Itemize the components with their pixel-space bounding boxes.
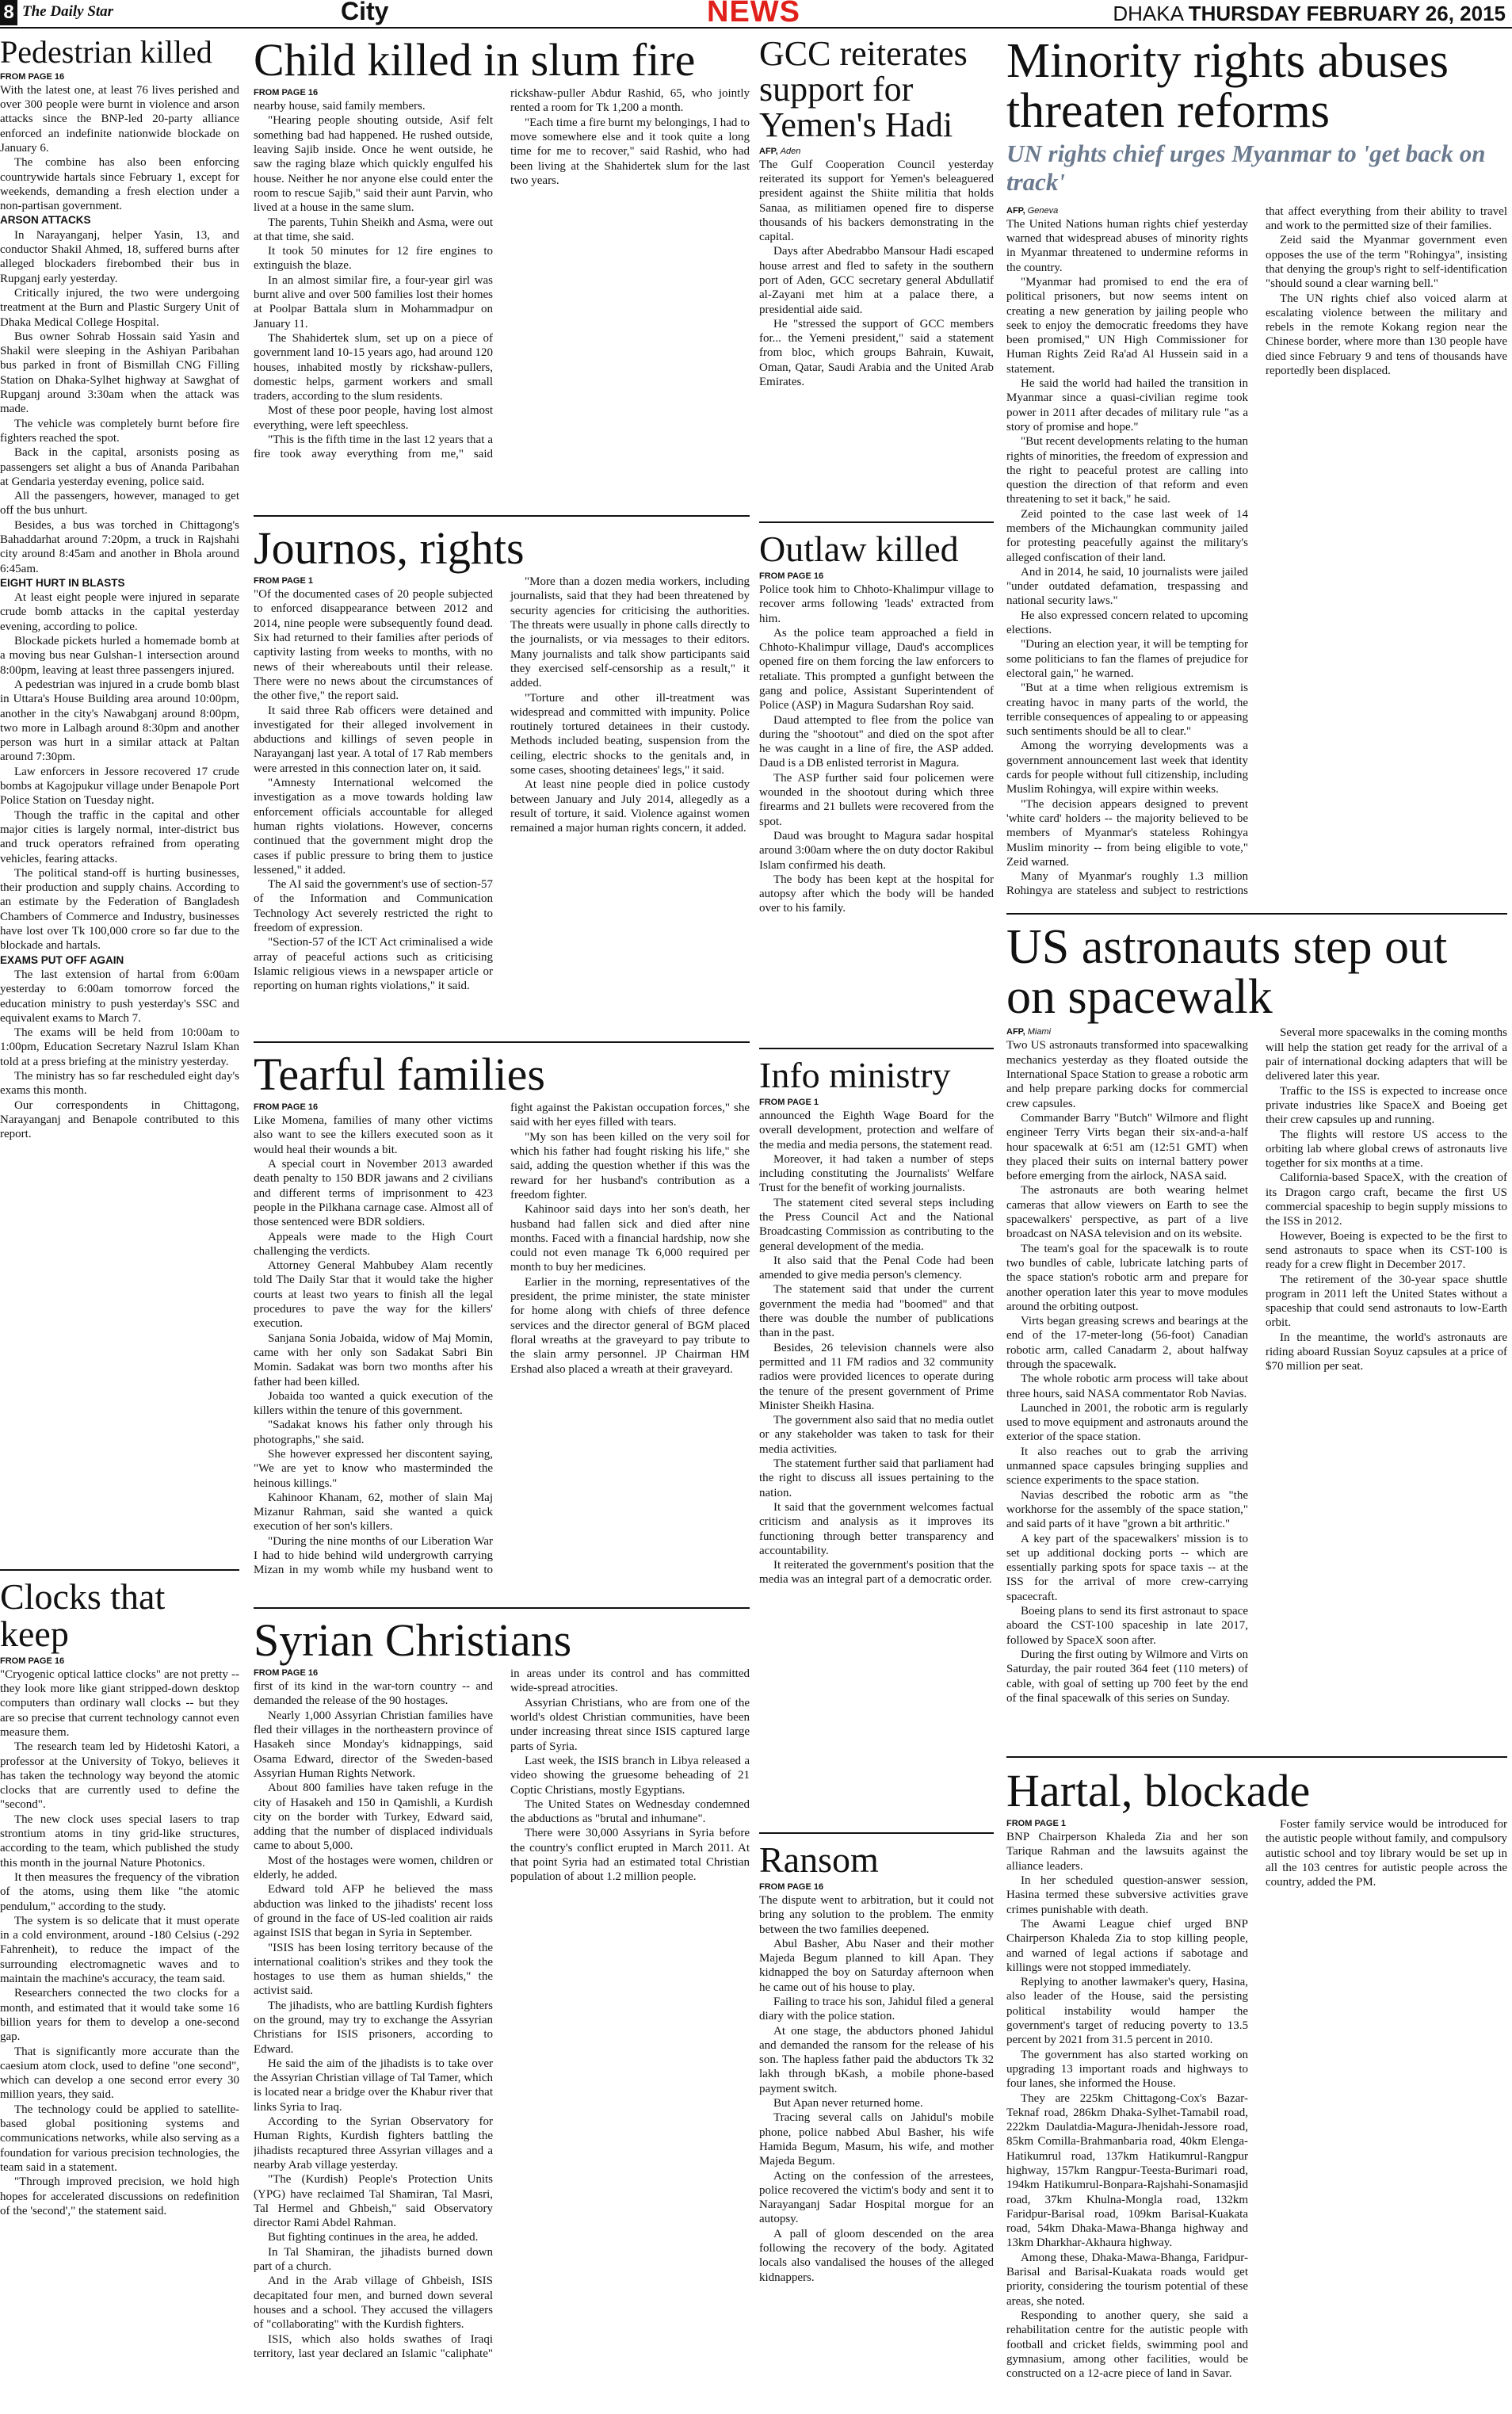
paragraph: first of its kind in the war-torn country -- and demanded the release of the 90 hostages. [254, 1680, 493, 1708]
story-ransom [759, 1832, 994, 2412]
byline: FROM PAGE 16 [0, 1656, 65, 1666]
paragraph: The AI said the government's use of section-57 of the Information and Communication Technology Act severely restricted the right to freedom of expression. [254, 878, 493, 934]
headline: Hartal, blockade [1006, 1765, 1311, 1816]
story-body [0, 1667, 239, 2218]
paragraph: Assyrian Christians, who are from one of the world's oldest Christian communities, have been under increasing threat since ISIS captured large parts of Syria. [510, 1696, 750, 1753]
story-syrian-christians [254, 1607, 750, 2412]
story-paragraphs [254, 1101, 750, 1584]
paragraph: "Sadakat knows his father only through his photographs," she said. [254, 1419, 493, 1446]
story-paragraphs [254, 86, 750, 467]
paragraph: The team's goal for the spacewalk is to route two bundles of cable, lubricate latching parts of the space station's robotic arm and prepare for another operation later this year to move modules around the orbiting outpost. [1006, 1242, 1248, 1313]
paragraph: Appeals were made to the High Court challenging the verdicts. [254, 1230, 493, 1258]
story-pedestrian-killed [0, 36, 239, 1566]
paragraph: Boeing plans to send its first astronaut to space aboard the CST-100 spaceship in late 2017, followed by SpaceX soon after. [1006, 1605, 1248, 1647]
paragraph: He said the world had hailed the transition in Myanmar since a quasi-civilian regime took power in 2011 after decades of military rule "as a story of promise and hope." [1006, 377, 1248, 434]
headline: Pedestrian killed [0, 36, 212, 70]
paragraph: Jobaida too wanted a quick execution of the killers within the tenure of this government. [254, 1389, 493, 1418]
paragraph: At least nine people died in police custody between January and July 2014, allegedly as a result of torture, it said. Violence against women remained a major human rights concern, it added. [510, 778, 750, 835]
story-info-ministry [759, 1048, 994, 1831]
paragraph: Virts began greasing screws and bearings at the end of the 17-meter-long (56-foot) Canadian robotic arm, called Canadarm 2, about halfway through the spacewalk. [1006, 1315, 1248, 1371]
paragraph: Edward told AFP he believed the mass abduction was linked to the jihadists' recent loss of ground in the face of US-led coalition air raids against ISIS that began in Syria in September. [254, 1883, 493, 1940]
paragraph: The statement further said that parliament had the right to discuss all issues pertaining to the nation. [759, 1457, 994, 1499]
byline [1006, 206, 1248, 216]
headline: Tearful families [254, 1048, 545, 1100]
paragraph: The ministry has so far rescheduled eight day's exams this month. [0, 1069, 239, 1098]
paragraph: "My son has been killed on the very soil for which his father had fought risking his life," she said, adding the question whether if this was the reward for her husband's contribution as a freedom fighter. [510, 1130, 750, 1201]
byline-agency: AFP, [1006, 1027, 1025, 1037]
paragraph: nearby house, said family members. [254, 100, 426, 113]
paragraph: He also expressed concern related to upcoming elections. [1006, 609, 1248, 637]
paragraph: However, Boeing is expected to be the first to send astronauts to space when its CST-100 is ready for a crew flight in December 2017. [1266, 1229, 1507, 1272]
byline [1006, 1027, 1248, 1037]
paragraph: "During the nine months of our Liberation War I had to hide behind wild undergrowth carrying Mizan in my womb while my husband went to fight against the Pakistan occupation forces," she said with her eyes filled with tears. [254, 1102, 750, 1577]
story-us-astronauts [1006, 913, 1507, 1755]
story-body [254, 575, 750, 1018]
paragraph: But Apan never returned home. [773, 2097, 923, 2110]
paragraph: Though the traffic in the capital and other major cities is largely normal, inter-district bus and truck operators refrained from operating vehicles, fearing attacks. [0, 808, 239, 865]
story-body [254, 1101, 750, 1584]
paragraph: Most of these poor people, having lost almost everything, were left speechless. [254, 404, 493, 432]
story-body [1006, 204, 1507, 902]
paragraph: The government has also started working on upgrading 13 important roads and highways to four lanes, she informed the House. [1006, 2048, 1248, 2091]
paragraph: California-based SpaceX, with the creation of its Dragon cargo craft, became the first US commercial spaceship to begin supply missions to the ISS in 2012. [1266, 1171, 1507, 1228]
paragraph: The Shahidertek slum, set up on a piece of government land 10-15 years ago, had around 120 houses, inhabited mostly by rickshaw-pullers, domestic helps, garment workers and small traders, according to the slum residents. [254, 331, 493, 403]
paragraph: At one stage, the abductors phoned Jahidul and demanded the ransom for the release of his son. The hapless father paid the abductors Tk 32 lakh through bKash, a mobile phone-based payment switch. [759, 2024, 994, 2095]
byline: FROM PAGE 16 [759, 571, 824, 581]
headline: Minority rights abuses threaten reforms [1006, 36, 1449, 139]
byline-dateline: Miami [1027, 1027, 1052, 1037]
story-body [1006, 1817, 1507, 2396]
paragraph: The ASP further said four policemen were wounded in the shootout during which three firearms and 21 bullets were recovered from the spot. [759, 771, 994, 828]
paragraph: The last extension of hartal from 6:00am yesterday to 6:00am tomorrow forced the education ministry to push yesterday's SSC and equivalent exams to March 7. [0, 968, 239, 1025]
paragraph: "The decision appears designed to prevent 'white card' holders -- the majority believed to be members of Myanmar's stateless Rohingya Muslim minority -- from being eligible to vote," Zeid warned. [1006, 797, 1248, 869]
paragraph: According to the Syrian Observatory for Human Rights, Kurdish fighters battling the jihadists recaptured three Assyrian villages and a nearby Arab village yesterday. [254, 2115, 493, 2171]
headline: Outlaw killed [759, 529, 959, 569]
paragraph: They are 225km Chittagong-Cox's Bazar-Teknaf road, 286km Dhaka-Sylhet-Tamabil road, 222km Daulatdia-Magura-Jhenidah-Jessore road, 85km Comilla-Brahmanbaria road, 40km Elenga-Hatikumrul road, 137km Hatikumrul-Rangpur highway, 157km Rangpur-Teesta-Burimari road, 194km Hatikumrul-Bonpara-Rajshahi-Sonamasjid road, 37km Khulna-Mongla road, 132km Faridpur-Barisal road, 109km Barisal-Kuakata road, 54km Dhaka-Mawa-Bhanga highway and 13km Dharkhar-Akhaura highway. [1006, 2091, 1248, 2250]
paragraph: The astronauts are both wearing helmet cameras that allow viewers on Earth to see the spacewalkers' perspective, as part of a live broadcast on NASA television and on its website. [1006, 1184, 1248, 1241]
paragraph: Among these, Dhaka-Mawa-Bhanga, Faridpur-Barisal and Barisal-Kuakata roads would get priority, considering the tourism potential of these areas, she noted. [1006, 2251, 1248, 2308]
dateline [1113, 2, 1506, 26]
paragraph: The jihadists, who are battling Kurdish fighters on the ground, may try to exchange the Assyrian Christians for ISIS prisoners, according to Edward. [254, 1999, 493, 2056]
page-number: 8 [0, 0, 17, 25]
byline: FROM PAGE 16 [0, 71, 65, 82]
story-paragraphs [1006, 204, 1507, 902]
paragraph: Among the worrying developments was a government announcement last week that identity cards for people without full citizenship, including Muslim Rohingya, will expire within weeks. [1006, 739, 1248, 796]
paragraph: Nearly 1,000 Assyrian Christian families have fled their villages in the northeastern province of Hasakeh since Monday's kidnappings, said Osama Edward, director of the Sweden-based Assyrian Human Rights Network. [254, 1709, 493, 1780]
paragraph: Failing to trace his son, Jahidul filed a general diary with the police station. [759, 1995, 994, 2023]
paragraph: Abul Basher, Abu Naser and their mother Majeda Begum planned to kill Apan. They kidnapped the boy on Saturday afternoon when he came out of his house to play. [759, 1937, 994, 1994]
paragraph: Sanjana Sonia Jobaida, widow of Maj Momin, came with her only son Sadakat Sabri Bin Momin. Sadakat was born two months after his father had been killed. [254, 1331, 493, 1388]
paragraph: The United Nations human rights chief yesterday warned that widespread abuses of minority rights in Myanmar threatened to undermine reforms in the country. [1006, 217, 1248, 274]
dateline-date: THURSDAY FEBRUARY 26, 2015 [1188, 2, 1506, 25]
story-body [759, 1109, 994, 1587]
paragraph: And in the Arab village of Ghbeish, ISIS decapitated four men, and burned down several houses and a school. They accused the villagers of "collaborating" with the Kurdish fighters. [254, 2275, 493, 2332]
paragraph: Replying to another lawmaker's query, Hasina, also leader of the House, said the persisting political instability would hamper the government's target of reducing poverty to 13.5 percent by 2021 from 31.5 percent in 2010. [1006, 1976, 1248, 2047]
story-gcc-yemen [759, 36, 994, 518]
paragraph: Traffic to the ISS is expected to increase once private industries like SpaceX and Boeing get their crew capsules up and running. [1266, 1084, 1507, 1127]
paragraph: Blockade pickets hurled a homemade bomb at a moving bus near Gulshan-1 intersection around 8:00pm, leaving at least three passengers injured. [0, 635, 239, 677]
paragraph: "Amnesty International welcomed the investigation as a move towards holding law enforcement officials accountable for alleged human rights violations. However, concerns continued that the government might drop the cases if public pressure to bring them to justice lessened," it added. [254, 777, 493, 877]
paragraph: "Hearing people shouting outside, Asif felt something bad had happened. He rushed outside, leaving Sajib inside. Once he went outside, he saw the raging blaze which quickly engulfed his house. Neither he nor anyone else could enter the room to rescue Sajib," said their aunt Parvin, who lived at a house in the same slum. [254, 114, 493, 215]
paragraph: announced the Eighth Wage Board for the overall development, protection and welfare of the media and media persons, the statement read. [759, 1109, 994, 1152]
paragraph: "Torture and other ill-treatment was widespread and committed with impunity. Police routinely tortured detainees in their custody. Methods included beating, suspension from the ceiling, electric shocks to the genitals and, in some cases, shooting detainees' legs," it said. [510, 691, 750, 777]
story-hartal-blockade [1006, 1756, 1507, 2412]
section-name: City [341, 0, 389, 25]
paragraph: Acting on the confession of the arrestees, police recovered the victim's body and sent it to Narayanganj Sadar Hospital morgue for an autopsy. [759, 2169, 994, 2226]
paragraph: It also said that the Penal Code had been amended to give media person's clemency. [759, 1254, 994, 1282]
byline-agency: AFP, [1006, 205, 1025, 216]
paragraph: Besides, a bus was torched in Chittagong's Bahaddarhat around 7:20pm, a truck in Rajshahi city around 8:45am and another in Bhola around 6:45am. [0, 518, 239, 575]
paragraph: The whole robotic arm process will take about three hours, said NASA commentator Rob Navias. [1006, 1373, 1248, 1400]
byline: FROM PAGE 16 [759, 1881, 824, 1892]
paragraph: And in 2014, he said, 10 journalists were jailed "under outdated defamation, trespassing and national security laws." [1006, 565, 1248, 608]
paragraph: BNP Chairperson Khaleda Zia and her son Tarique Rahman and the lawsuits against the alliance leaders. [1006, 1831, 1248, 1873]
paragraph: Most of the hostages were women, children or elderly, he added. [254, 1854, 493, 1882]
story-body [254, 86, 750, 467]
paragraph: Besides, 26 television channels were also permitted and 11 FM radios and 32 community radios were provided licences to operate during the tenure of the present government of Prime Minister Sheikh Hasina. [759, 1341, 994, 1412]
paragraph: Navias described the robotic arm as "the workhorse for the assembly of the space station," and said parts of it have "grown a bit arthritic." [1006, 1488, 1248, 1531]
byline [759, 147, 994, 156]
paragraph: It took 50 minutes for 12 fire engines to extinguish the blaze. [254, 245, 493, 273]
paragraph: Attorney General Mahbubey Alam recently told The Daily Star that it would take the higher courts at least two years to finish all the legal procedures to pave the way for the killers' execution. [254, 1259, 493, 1331]
paragraph: Foster family service would be introduced for the autistic people without family, and compulsory autistic school and toy library would be set up in all the 103 centres for autistic people across the country, added the PM. [1266, 1818, 1507, 1889]
headline: Child killed in slum fire [254, 36, 696, 86]
subheading: EXAMS PUT OFF AGAIN [0, 953, 124, 966]
story-paragraphs [1006, 1026, 1507, 1723]
headline: GCC reiterates support for Yemen's Hadi [759, 36, 968, 144]
paragraph: It then measures the frequency of the vibration of the atoms, using them like "the atomic pendulum," according to the study. [0, 1870, 239, 1913]
paragraph: The combine has also been enforcing countrywide hartals since February 1, except for weekends, demanding a fresh election under a non-partisan government. [0, 156, 239, 213]
paragraph: "But recent developments relating to the human rights of minorities, the freedom of expression and the right to peaceful protest are calling into question the direction of that reform and even threatening to set it back," he said. [1006, 435, 1248, 506]
paragraph: Police took him to Chhoto-Khalimpur village to recover arms following 'leads' extracted from him. [759, 582, 994, 625]
story-child-killed [254, 36, 750, 512]
paragraph: The exams will be held from 10:00am to 1:00pm, Education Secretary Nazrul Islam Khan told at a press briefing at the ministry yesterday. [0, 1026, 239, 1068]
paragraph: The UN rights chief also voiced alarm at escalating violence between the military and rebels in the remote Kokang region near the Chinese border, where more than 130 people have died since February 9 and tens of thousands have reportedly been displaced. [1266, 292, 1507, 378]
paragraph: It said three Rab officers were detained and investigated for their alleged involvement in abductions and killings of seven people in Narayanganj last year. A total of 17 Rab members were arrested in this connection later on, it said. [254, 704, 493, 775]
paragraph: In Tal Shamiran, the jihadists burned down part of a church. [254, 2245, 493, 2274]
paragraph: "During an election year, it will be tempting for some politicians to fan the flames of prejudice for electoral gain," he warned. [1006, 638, 1248, 680]
paragraph: "Each time a fire burnt my belongings, I had to move somewhere else and it took quite a long time for me to recover," said Rashid, who had been living at the Shahidertek slum for the last two years. [510, 116, 750, 187]
paragraph: All the passengers, however, managed to get off the bus unhurt. [0, 490, 239, 518]
paragraph: Law enforcers in Jessore recovered 17 crude bombs at Kagojpukur village under Benapole Port Police Station on Tuesday night. [0, 765, 239, 808]
paragraph: During the first outing by Wilmore and Virts on Saturday, the pair routed 364 feet (110 meters) of cable, with goal of setting up 700 feet by the end of the final spacewalk of this series on Sunday. [1006, 1648, 1248, 1705]
paragraph: He "stressed the support of GCC members for... the Yemeni president," said a statement from bloc, which groups Bahrain, Kuwait, Oman, Qatar, Saudi Arabia and the United Arab Emirates. [759, 317, 994, 389]
story-paragraphs [254, 1667, 750, 2388]
story-outlaw-killed [759, 521, 994, 1046]
paragraph: The vehicle was completely burnt before fire fighters reached the spot. [0, 417, 239, 445]
paragraph: The Awami League chief urged BNP Chairperson Khaleda Zia to stop killing people, and warned of legal actions if sabotage and killings were not stopped immediately. [1006, 1917, 1248, 1974]
paragraph: The research team led by Hidetoshi Katori, a professor at the University of Tokyo, believes it has taken the technology way beyond the atomic clocks that are currently used to define the "second". [0, 1740, 239, 1812]
paragraph: Tracing several calls on Jahidul's mobile phone, police nabbed Abul Basher, his wife Hamida Begum, Masum, his wife, and mother Majeda Begum. [759, 2111, 994, 2168]
story-tearful-families [254, 1041, 750, 1606]
headline: Info ministry [759, 1055, 951, 1095]
masthead-logo: The Daily Star [22, 3, 114, 20]
paragraph: The technology could be applied to satellite-based global positioning systems and communications networks, while also serving as a foundation for various precision technologies, the team said in a statement. [0, 2103, 239, 2174]
paragraph: He said the aim of the jihadists is to take over the Assyrian Christian village of Tal Tamer, which is located near a bridge over the Khabur river that links Syria to Iraq. [254, 2057, 493, 2114]
byline: FROM PAGE 16 [254, 1668, 319, 1679]
paragraph: The statement said that under the current government the media had "boomed" and that there was double the number of publications than in the past. [759, 1283, 994, 1340]
subheading: ARSON ATTACKS [0, 214, 91, 227]
headline: US astronauts step out on spacewalk [1006, 920, 1448, 1025]
story-clocks-that-keep [0, 1569, 239, 2412]
paragraph: Daud attempted to flee from the police van during the "shootout" and died on the spot after he was caught in a line of fire, the ASP added. Daud is a DB enlisted terrorist in Magura. [759, 713, 994, 770]
paragraph: The flights will restore US access to the orbiting lab where global crews of astronauts live together for six months at a time. [1266, 1128, 1507, 1171]
paragraph: The political stand-off is hurting businesses, their production and supply chains. According to an estimate by the Federation of Bangladesh Chambers of Commerce and Industry, businesses have lost over Tk 100,000 crore so far due to the blockade and hartals. [0, 866, 239, 953]
paragraph: A key part of the spacewalkers' mission is to set up additional docking ports -- which are essentially parking spots for space taxis -- at the ISS for the arrival of more crew-carrying spacecraft. [1006, 1532, 1248, 1603]
paragraph: Commander Barry "Butch" Wilmore and flight engineer Terry Virts began their six-and-a-half hour spacewalk at 6:51 am (12:51 GMT) when they placed their suits on internal battery power before emerging from the airlock, NASA said. [1006, 1111, 1248, 1183]
paragraph: Two US astronauts transformed into spacewalking mechanics yesterday as they floated outside the International Space Station to grease a robotic arm and help prepare parking docks for commercial crew capsules. [1006, 1039, 1248, 1110]
paragraph: Zeid pointed to the case last week of 14 members of the Michaungkan community jailed for protesting peacefully against the military's alleged confiscation of their land. [1006, 507, 1248, 564]
paragraph: With the latest one, at least 76 lives perished and over 300 people were burnt in violence and arson attacks since the BNP-led 20-party alliance enforced an indefinite nationwide blockade on January 6. [0, 83, 239, 155]
paragraph: The government also said that no media outlet or any stakeholder was taken to task for their media activities. [759, 1414, 994, 1456]
paragraph: That is significantly more accurate than the caesium atom clock, used to define "one second", which can develop a one second error every 30 million years, they said. [0, 2045, 239, 2102]
paragraph: "Cryogenic optical lattice clocks" are not pretty -- they look more like giant stripped-down desktop computers than ordinary wall clocks -- but they are so precise that current technology cannot even measure them. [0, 1667, 239, 1739]
paragraph: Bus owner Sohrab Hossain said Yasin and Shakil were sleeping in the Ashiyan Paribahan bus parked in front of Bismillah CNG Filling Station on Dhaka-Sylhet highway at Sawghat of Rupganj around 3:30am when the attack was made. [0, 330, 239, 416]
paragraph: Like Momena, families of many other victims also want to see the killers executed soon as it would heal their wounds a bit. [254, 1114, 493, 1156]
paragraph: She however expressed her discontent saying, "We are yet to know who masterminded the heinous killings." [254, 1447, 493, 1490]
subheadline: UN rights chief urges Myanmar to 'get back on track' [1006, 139, 1486, 197]
story-minority-rights [1006, 36, 1507, 910]
paragraph: It said that the government welcomes factual criticism and analysis as it improves its functioning through better transparency and accountability. [759, 1500, 994, 1557]
byline: FROM PAGE 1 [1006, 1819, 1066, 1829]
paragraph: In Narayanganj, helper Yasin, 13, and conductor Shakil Ahmed, 18, suffered burns after alleged blockaders firebombed their bus in Rupganj early yesterday. [0, 228, 239, 285]
byline-dateline: Geneva [1027, 205, 1059, 216]
paragraph: Our correspondents in Chittagong, Narayanganj and Benapole contributed to this report. [0, 1098, 239, 1141]
paragraph: "Section-57 of the ICT Act criminalised a wide array of peaceful actions such as criticising Islamic religious views in a newspaper article or reporting on human rights violations," it said. [254, 936, 493, 993]
subheading: EIGHT HURT IN BLASTS [0, 576, 125, 589]
paragraph: "Of the documented cases of 20 people subjected to enforced disappearance between 2012 and 2014, nine people were subsequently found dead. Six had returned to their families after periods of captivity lasting from weeks to months, with no news of their whereabouts until their release. There were no news about the circumstances of the other five," the report said. [254, 588, 493, 703]
paragraph: A pall of gloom descended on the area following the recovery of the body. Agitated locals also vandalised the houses of the alleged kidnappers. [759, 2227, 994, 2284]
story-body [759, 582, 994, 916]
paragraph: The system is so delicate that it must operate in a cold environment, around -180 Celsius (-292 Fahrenheit), to reduce the impact of the surrounding electromagnetic waves and to maintain the machine's accuracy, the team said. [0, 1914, 239, 1986]
paragraph: "But at a time when religious extremism is creating havoc in many parts of the world, the terrible consequences of appealing to or appeasing such sentiments should be all to clear." [1006, 682, 1248, 739]
byline: FROM PAGE 16 [254, 88, 319, 98]
paragraph: The dispute went to arbitration, but it could not bring any solution to the problem. The enmity between the two families deepened. [759, 1893, 994, 1936]
headline: Journos, rights [254, 522, 525, 574]
paragraph: Several more spacewalks in the coming months will help the station get ready for the arrival of a pair of international docking adapters that will be delivered later this year. [1266, 1026, 1507, 1083]
paragraph: At least eight people were injured in separate crude bomb attacks in the capital yesterday evening, according to police. [0, 591, 239, 633]
story-body [1006, 1026, 1507, 1723]
paragraph: The body has been kept at the hospital for autopsy after which the body will be handed over to his family. [759, 873, 994, 915]
paragraph: Many of Myanmar's roughly 1.3 million Rohingya are stateless and subject to restrictions that affect everything from their ability to travel and work to the permitted size of their families. [1006, 204, 1507, 898]
headline: Clocks that keep [0, 1576, 166, 1654]
paragraph: The parents, Tuhin Sheikh and Asma, were out at that time, she said. [254, 216, 493, 243]
paragraph: The new clock uses special lasers to trap strontium atoms in tiny grid-like structures, according to the team, which published the study this month in the journal Nature Photonics. [0, 1812, 239, 1870]
paragraph: Responding to another query, she said a rehabilitation centre for the autistic people with football and cricket fields, swimming pool and gymnasium, among other facilities, would be constructed on a 12-acre piece of land in Savar. [1006, 2309, 1248, 2381]
byline-dateline: Aden [780, 146, 801, 156]
headline: Syrian Christians [254, 1614, 572, 1666]
paragraph: The United States on Wednesday condemned the abductions as "brutal and inhumane". [510, 1797, 750, 1826]
paragraph: The Gulf Cooperation Council yesterday reiterated its support for Yemen's beleaguered president against the Shiite militia that holds Sanaa, as militiamen opened fire to disperse thousands of his backers demonstrating in the capital. [759, 158, 994, 244]
paragraph: Kahinoor said days into her son's death, her husband had fallen sick and died after nine months. Faced with a financial hardship, now she could not even manage Tk 6,000 required per month to buy her medicines. [510, 1203, 750, 1274]
paragraph: "This is the fifth time in the last 12 years that a fire took away everything from me," said rickshaw-puller Abdur Rashid, 65, who jointly rented a room for Tk 1,200 a month. [254, 87, 750, 461]
paragraph: As the police team approached a field in Chhoto-Khalimpur village, Daud's accomplices opened fire on them forcing the law enforcers to retaliate. This prompted a gunfight between the gang and police, Assistant Superintendent of Police (ASP) in Magura Sudarshan Roy said. [759, 626, 994, 712]
byline: FROM PAGE 1 [759, 1097, 819, 1107]
paragraph: Researchers connected the two clocks for a month, and estimated that it would take some 16 billion years for them to develop a one-second gap. [0, 1987, 239, 2044]
paragraph: "ISIS has been losing territory because of the international coalition's strikes and they took the hostages to use them as human shields," the activist said. [254, 1941, 493, 1998]
story-paragraphs [1006, 1817, 1507, 2396]
paragraph: Zeid said the Myanmar government even opposes the use of the term "Rohingya", insisting that denying the group's right to self-identification "should sound a clear warning bell." [1266, 234, 1507, 291]
paragraph: In the meantime, the world's astronauts are riding aboard Russian Soyuz capsules at a price of $70 million per seat. [1266, 1331, 1507, 1373]
paragraph: Kahinoor Khanam, 62, mother of slain Maj Mizanur Rahman, said she wanted a quick execution of her son's killers. [254, 1491, 493, 1534]
byline: FROM PAGE 1 [254, 576, 313, 586]
paragraph: "The (Kurdish) People's Protection Units (YPG) have reclaimed Tal Shamiran, Tal Masri, Tal Hermel and Ghbeish," said Observatory director Rami Abdel Rahman. [254, 2173, 493, 2230]
paragraph: ISIS, which also holds swathes of Iraqi territory, last year declared an Islamic "caliphate" in areas under its control and has committed wide-spread atrocities. [254, 1667, 750, 2360]
paragraph: The statement cited several steps including the Press Council Act and the National Broadcasting Commission as contributing to the general development of the media. [759, 1196, 994, 1253]
story-body [759, 158, 994, 390]
story-journos-rights [254, 515, 750, 1040]
paragraph: It reiterated the government's position that the media was an integral part of a democratic order. [759, 1559, 994, 1587]
story-body [759, 1893, 994, 2285]
paragraph: Moreover, it had taken a number of steps including constituting the Journalists' Welfare Trust for the benefit of working journalists. [759, 1152, 994, 1195]
paragraph: "More than a dozen media workers, including journalists, said that they had been threatened by security agencies for criticising the authorities. The threats were usually in phone calls directly to the journalists, or via messages to their editors. Many journalists and talk show participants said they exercised self-censorship as a result," it added. [510, 575, 750, 690]
headline: Ransom [759, 1839, 879, 1880]
paragraph: "Through improved precision, we hold high hopes for accelerated discussions on redefinition of the 'second'," the statement said. [0, 2175, 239, 2217]
paragraph: Days after Abedrabbo Mansour Hadi escaped house arrest and fled to safety in the southern port of Aden, GCC secretary general Abdullatif al-Zayani met him at a palace there, a presidential aide said. [759, 245, 994, 316]
paragraph: In her scheduled question-answer session, Hasina termed these subversive activities grave crimes punishable with death. [1006, 1874, 1248, 1916]
paragraph: About 800 families have taken refuge in the city of Hasakeh and 150 in Qamishli, a Kurdish city on the border with Turkey, Edward said, adding that the number of displaced individuals came to about 5,000. [254, 1782, 493, 1853]
paragraph: Launched in 2001, the robotic arm is regularly used to move equipment and astronauts around the exterior of the space station. [1006, 1401, 1248, 1444]
byline: FROM PAGE 16 [254, 1102, 319, 1113]
paragraph: But fighting continues in the area, he added. [268, 2231, 479, 2244]
paragraph: Daud was brought to Magura sadar hospital around 3:00am where the on duty doctor Rakibul Islam confirmed his death. [759, 829, 994, 872]
dateline-city: DHAKA [1113, 2, 1183, 25]
paragraph: A pedestrian was injured in a crude bomb blast in Uttara's House Building area around 10:00pm, another in the city's Nawabganj around 8:00pm, two more in Lalbagh around 8:30pm and another person was hurt in a similar attack at Paltan around 7:30pm. [0, 678, 239, 764]
story-body [254, 1667, 750, 2388]
paragraph: In an almost similar fire, a four-year girl was burnt alive and over 500 families lost their homes at Poolpar Battala slum in Mohammadpur on January 11. [254, 273, 493, 330]
story-paragraphs [254, 575, 750, 1018]
byline-agency: AFP, [759, 146, 778, 156]
paragraph: A special court in November 2013 awarded death penalty to 150 BDR jawans and 2 civilians and different terms of imprisonment to 423 people in the Pilkhana carnage case. Almost all of those sentenced were BDR soldiers. [254, 1158, 493, 1229]
paragraph: There were 30,000 Assyrians in Syria before the country's conflict erupted in March 2011. At that point Syria had an estimated total Christian population of about 1.2 million people. [510, 1827, 750, 1884]
paragraph: Back in the capital, arsonists posing as passengers set alight a bus of Ananda Paribahan at Gendaria yesterday evening, police said. [0, 446, 239, 488]
category-label: NEWS [707, 0, 800, 29]
paragraph: Last week, the ISIS branch in Libya released a video showing the gruesome beheading of 21 Coptic Christians, mostly Egyptians. [510, 1754, 750, 1797]
paragraph: "Myanmar had promised to end the era of political prisoners, but now seems intent on creating a new generation by jailing people who seek to enjoy the democratic freedoms they have been promised," UN High Commissioner for Human Rights Zeid Ra'ad Al Hussein said in a statement. [1006, 275, 1248, 376]
story-body [0, 83, 239, 1142]
page-header [0, 0, 1512, 29]
paragraph: Earlier in the morning, representatives of the president, the prime minister, the state minister for home along with chiefs of three defence services and the director general of BGM placed floral wreaths at the graveyard to pay tribute to the slain army personnel. JP Chairman HM Ershad also placed a wreath at their graveyard. [510, 1275, 750, 1376]
paragraph: It also reaches out to grab the arriving unmanned space capsules bringing supplies and science experiments to the space station. [1006, 1445, 1248, 1488]
paragraph: The retirement of the 30-year space shuttle program in 2011 left the United States without a spaceship that could send astronauts to low-Earth orbit. [1266, 1273, 1507, 1330]
paragraph: Critically injured, the two were undergoing treatment at the Burn and Plastic Surgery Unit of Dhaka Medical College Hospital. [0, 286, 239, 329]
